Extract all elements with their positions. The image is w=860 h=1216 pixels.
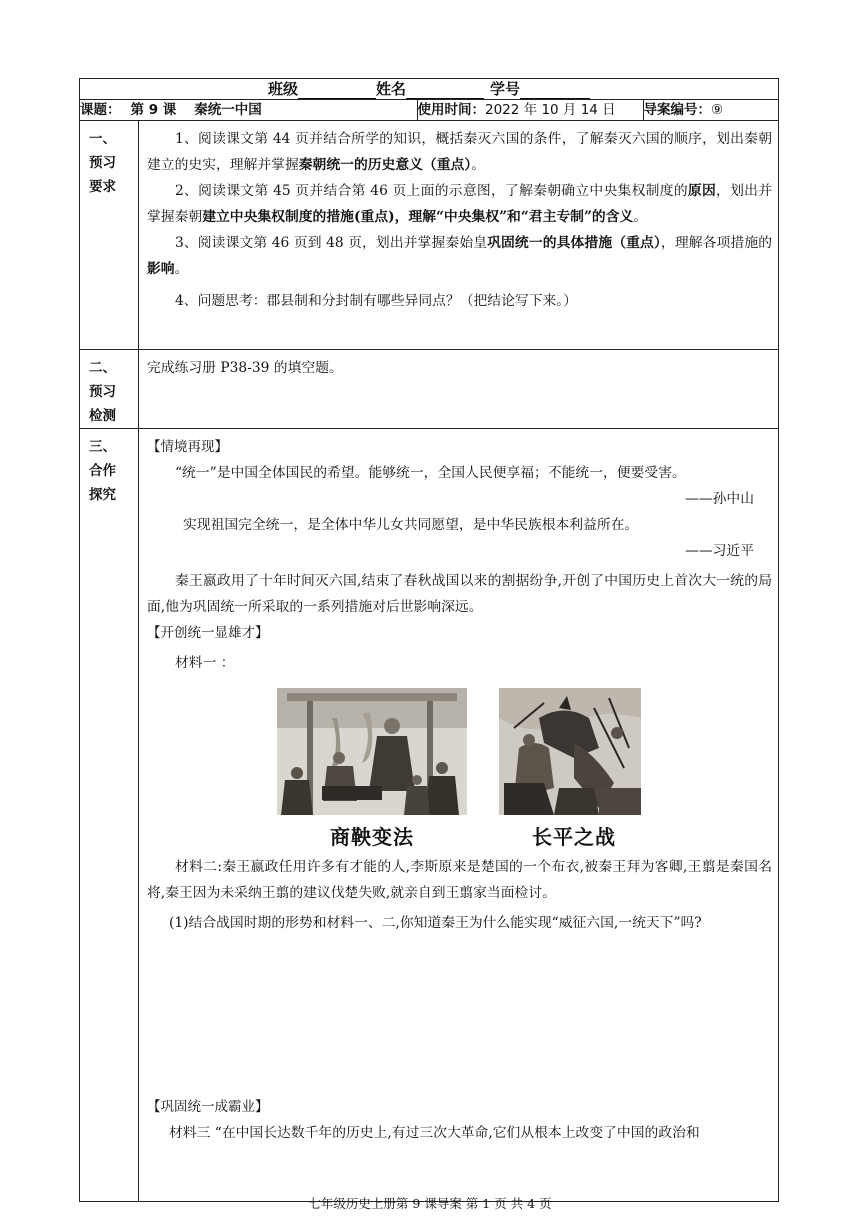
requirement-1 bbox=[147, 126, 772, 178]
name-label: 姓名 bbox=[376, 80, 407, 98]
class-blank[interactable] bbox=[298, 83, 376, 99]
section-1-title-a: 预习 bbox=[89, 155, 116, 171]
id-label: 学号 bbox=[490, 80, 521, 98]
caption-shang-yang: 商鞅变法 bbox=[330, 825, 414, 849]
caption-changping: 长平之战 bbox=[532, 825, 616, 849]
req3-end: 。 bbox=[174, 261, 189, 277]
requirement-3 bbox=[147, 230, 772, 282]
plan-cell bbox=[643, 100, 779, 120]
check-text: 完成练习册 P38-39 的填空题。 bbox=[147, 360, 343, 376]
req2-text: 2、阅读课文第 45 页并结合第 46 页上面的示意图，了解秦朝确立中央集权制度的 bbox=[175, 183, 688, 199]
section-3-num: 三、 bbox=[89, 439, 116, 455]
lesson-title: 秦统一中国 bbox=[194, 102, 262, 118]
req3-mid: ，理解各项措施的 bbox=[660, 235, 773, 251]
req1-bold: 秦朝统一的历史意义（重点） bbox=[298, 157, 472, 173]
date-label: 使用时间： bbox=[417, 102, 485, 118]
page-footer: 七年级历史上册第 9 课导案 第 1 页 共 4 页 bbox=[308, 1196, 552, 1211]
material-1-images bbox=[147, 688, 772, 848]
req1-end: 。 bbox=[471, 157, 486, 173]
section-2-label bbox=[80, 350, 139, 429]
heading-consolidate: 【巩固统一成霸业】 bbox=[147, 1099, 269, 1115]
lesson-number: 第 9 课 bbox=[130, 102, 177, 118]
class-label: 班级 bbox=[267, 80, 298, 98]
lesson-info-row bbox=[80, 100, 779, 121]
lesson-cell bbox=[80, 100, 417, 120]
student-info-row bbox=[80, 79, 779, 100]
id-blank[interactable] bbox=[520, 83, 590, 99]
section-3-title-a: 合作 bbox=[89, 463, 116, 479]
section-1-title-b: 要求 bbox=[89, 179, 116, 195]
req2-bold-a: 原因 bbox=[687, 183, 717, 199]
section-2-title-a: 预习 bbox=[89, 384, 116, 400]
req2-bold-b: 建立中央集权制度的措施(重点)，理解“中央集权”和“君主专制”的含义 bbox=[202, 209, 634, 225]
changping-battle-image bbox=[499, 688, 641, 815]
name-blank[interactable] bbox=[406, 83, 484, 99]
quote-sun: “统一”是中国全体国民的希望。能够统一，全国人民便享福；不能统一，便要受害。 bbox=[175, 465, 686, 481]
shang-yang-reform-image bbox=[277, 688, 467, 815]
req3-bold-a: 巩固统一的具体措施（重点） bbox=[487, 235, 661, 251]
material-3: 材料三 “在中国长达数千年的历史上,有过三次大革命,它们从根本上改变了中国的政治和 bbox=[169, 1125, 700, 1141]
section-2-content bbox=[139, 350, 779, 429]
question-1: (1)结合战国时期的形势和材料一、二,你知道秦王为什么能实现“威征六国,一统天下”吗? bbox=[169, 915, 702, 931]
material-1-label: 材料一 ： bbox=[175, 655, 235, 671]
requirement-2 bbox=[147, 178, 772, 230]
topic-label: 课题： bbox=[80, 102, 121, 118]
date-cell bbox=[417, 100, 643, 120]
heading-unify: 【开创统一显雄才】 bbox=[147, 625, 269, 641]
worksheet bbox=[79, 78, 778, 1202]
section-2-title-b: 检测 bbox=[89, 408, 116, 424]
answer-space[interactable] bbox=[147, 936, 772, 1094]
quote-sun-source: ——孙中山 bbox=[685, 491, 755, 507]
req2-end: 。 bbox=[633, 209, 648, 225]
section-1-content bbox=[139, 121, 779, 350]
section-2-num: 二、 bbox=[89, 360, 116, 376]
req1-text: 1、阅读课文第 44 页并结合所学的知识，概括秦灭六国的条件，了解秦灭六国的顺序，划出秦朝建立的史实，理解并掌握 bbox=[147, 131, 773, 173]
worksheet-table bbox=[79, 78, 779, 1202]
quote-xi-source: ——习近平 bbox=[685, 543, 755, 559]
quote-xi: 实现祖国完全统一，是全体中华儿女共同愿望，是中华民族根本利益所在。 bbox=[183, 517, 639, 533]
req3-bold-b: 影响 bbox=[147, 261, 175, 277]
intro-paragraph: 秦王嬴政用了十年时间灭六国,结束了春秋战国以来的割据纷争,开创了中国历史上首次大一统的局面,他为巩固统一所采取的一系列措施对后世影响深远。 bbox=[147, 573, 773, 615]
section-3-content bbox=[139, 429, 779, 1202]
section-3-label bbox=[80, 429, 139, 1202]
plan-label: 导案编号： bbox=[643, 102, 711, 118]
plan-number: ⑨ bbox=[711, 102, 724, 118]
section-1-label bbox=[80, 121, 139, 350]
req3-text: 3、阅读课文第 46 页到 48 页，划出并掌握秦始皇 bbox=[175, 235, 488, 251]
requirement-4: 4、问题思考：郡县制和分封制有哪些异同点？（把结论写下来。） bbox=[175, 293, 577, 309]
section-1-num: 一、 bbox=[89, 131, 116, 147]
date-value: 2022 年 10 月 14 日 bbox=[485, 102, 616, 118]
material-2: 材料二:秦王嬴政任用许多有才能的人,李斯原来是楚国的一个布衣,被秦王拜为客卿,王翦是秦国名将,秦王因为未采纳王翦的建议伐楚失败,就亲自到王翦家当面检讨。 bbox=[147, 859, 773, 901]
section-3-title-b: 探究 bbox=[89, 487, 116, 503]
req2-mid: ，划出并掌握秦朝 bbox=[147, 183, 773, 225]
heading-scene: 【情境再现】 bbox=[147, 439, 228, 455]
